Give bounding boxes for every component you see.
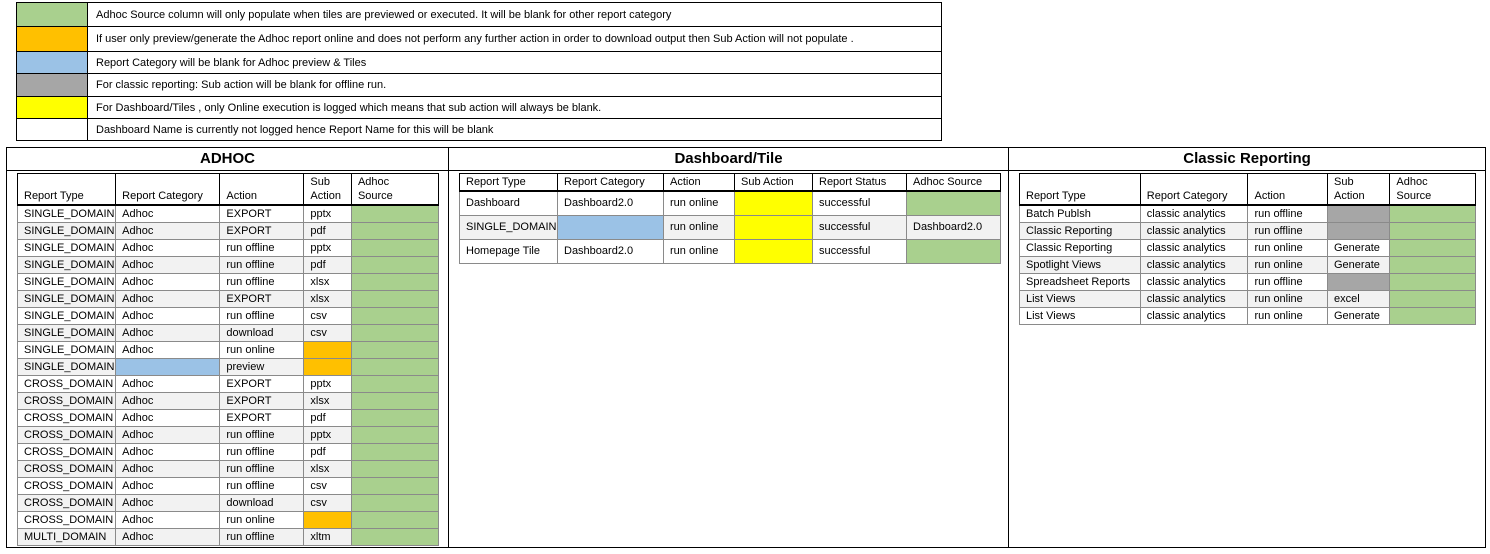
adhoc-cell: Adhoc [116, 461, 220, 478]
adhoc-cell: EXPORT [220, 393, 304, 410]
adhoc-cell [351, 478, 438, 495]
dashboard-cell: successful [813, 191, 907, 216]
adhoc-cell [351, 359, 438, 376]
classic-cell: Generate [1328, 308, 1390, 325]
classic-cell: Batch Publsh [1020, 205, 1141, 223]
classic-table-row [1020, 223, 1476, 240]
adhoc-cell: Adhoc [116, 444, 220, 461]
adhoc-cell: download [220, 325, 304, 342]
adhoc-cell: run offline [220, 478, 304, 495]
adhoc-cell: SINGLE_DOMAIN [18, 205, 116, 223]
adhoc-cell: Adhoc [116, 274, 220, 291]
adhoc-cell: csv [304, 325, 352, 342]
adhoc-cell: run offline [220, 257, 304, 274]
adhoc-cell: SINGLE_DOMAIN [18, 223, 116, 240]
dashboard-table-row [460, 216, 1001, 240]
adhoc-table-row [18, 291, 439, 308]
adhoc-cell [116, 359, 220, 376]
adhoc-cell [304, 512, 352, 529]
dashboard-cell [735, 191, 813, 216]
classic-cell: classic analytics [1140, 240, 1248, 257]
classic-cell: Classic Reporting [1020, 240, 1141, 257]
classic-column-header: Adhoc Source [1390, 174, 1476, 206]
adhoc-cell: run offline [220, 529, 304, 546]
adhoc-table-row [18, 478, 439, 495]
adhoc-table-row [18, 427, 439, 444]
adhoc-cell: MULTI_DOMAIN [18, 529, 116, 546]
adhoc-cell: CROSS_DOMAIN [18, 444, 116, 461]
adhoc-cell [351, 376, 438, 393]
adhoc-cell: xlsx [304, 291, 352, 308]
legend-color-swatch [17, 27, 88, 52]
classic-table-row [1020, 257, 1476, 274]
adhoc-body [18, 205, 439, 546]
legend-color-swatch [17, 119, 88, 141]
classic-table-row [1020, 205, 1476, 223]
classic-cell [1390, 308, 1476, 325]
classic-cell [1328, 274, 1390, 291]
adhoc-cell [351, 325, 438, 342]
adhoc-cell: pdf [304, 444, 352, 461]
adhoc-cell: Adhoc [116, 529, 220, 546]
dashboard-column-header: Report Status [813, 174, 907, 192]
dashboard-cell: Dashboard2.0 [558, 240, 664, 264]
adhoc-cell: csv [304, 478, 352, 495]
adhoc-cell [351, 393, 438, 410]
classic-column-header: Report Category [1140, 174, 1248, 206]
adhoc-cell [351, 495, 438, 512]
adhoc-cell: SINGLE_DOMAIN [18, 342, 116, 359]
dashboard-cell: Homepage Tile [460, 240, 558, 264]
adhoc-cell: EXPORT [220, 223, 304, 240]
adhoc-cell: csv [304, 495, 352, 512]
classic-cell: run online [1248, 291, 1328, 308]
classic-table-row [1020, 240, 1476, 257]
adhoc-cell: CROSS_DOMAIN [18, 461, 116, 478]
dashboard-cell: run online [664, 216, 735, 240]
classic-column-header: Sub Action [1328, 174, 1390, 206]
dashboard-table-row [460, 240, 1001, 264]
classic-section-title: Classic Reporting [1009, 147, 1485, 171]
classic-cell: Classic Reporting [1020, 223, 1141, 240]
dashboard-cell [558, 216, 664, 240]
classic-table [1019, 173, 1476, 325]
adhoc-table-row [18, 461, 439, 478]
adhoc-cell [351, 410, 438, 427]
dashboard-cell: run online [664, 191, 735, 216]
adhoc-table-row [18, 529, 439, 546]
dashboard-header-row [460, 174, 1001, 192]
adhoc-cell: run offline [220, 461, 304, 478]
dashboard-cell [907, 240, 1001, 264]
adhoc-cell: run offline [220, 444, 304, 461]
adhoc-cell: pdf [304, 223, 352, 240]
legend-color-swatch [17, 74, 88, 97]
adhoc-cell: pdf [304, 257, 352, 274]
adhoc-cell: pptx [304, 427, 352, 444]
adhoc-cell: Adhoc [116, 376, 220, 393]
legend-color-swatch [17, 3, 88, 27]
classic-cell: List Views [1020, 308, 1141, 325]
adhoc-cell [351, 205, 438, 223]
classic-cell: Spotlight Views [1020, 257, 1141, 274]
legend-color-swatch [17, 52, 88, 74]
classic-cell [1390, 274, 1476, 291]
dashboard-cell: successful [813, 216, 907, 240]
legend-text: Report Category will be blank for Adhoc preview & Tiles [88, 52, 942, 74]
classic-cell [1328, 223, 1390, 240]
adhoc-cell [351, 512, 438, 529]
dashboard-column-header: Report Type [460, 174, 558, 192]
adhoc-table-row [18, 410, 439, 427]
classic-cell: run online [1248, 240, 1328, 257]
adhoc-cell: CROSS_DOMAIN [18, 427, 116, 444]
classic-cell [1390, 205, 1476, 223]
classic-cell: Generate [1328, 240, 1390, 257]
adhoc-cell [351, 461, 438, 478]
classic-cell [1390, 291, 1476, 308]
adhoc-cell [351, 257, 438, 274]
classic-cell: classic analytics [1140, 257, 1248, 274]
dashboard-column-header: Adhoc Source [907, 174, 1001, 192]
adhoc-cell: preview [220, 359, 304, 376]
adhoc-column-header: Sub Action [304, 174, 352, 206]
classic-body [1020, 205, 1476, 325]
legend-body [17, 3, 942, 141]
adhoc-cell: Adhoc [116, 223, 220, 240]
dashboard-cell: run online [664, 240, 735, 264]
adhoc-cell: Adhoc [116, 205, 220, 223]
legend-row [17, 3, 942, 27]
classic-cell [1328, 205, 1390, 223]
adhoc-table-row [18, 205, 439, 223]
classic-column-header: Report Type [1020, 174, 1141, 206]
dashboard-column-header: Report Category [558, 174, 664, 192]
adhoc-cell [304, 359, 352, 376]
classic-table-row [1020, 274, 1476, 291]
adhoc-cell: xlsx [304, 393, 352, 410]
dashboard-cell: Dashboard2.0 [907, 216, 1001, 240]
adhoc-cell: Adhoc [116, 410, 220, 427]
adhoc-section-title: ADHOC [7, 147, 448, 171]
adhoc-cell [351, 427, 438, 444]
dashboard-body [460, 191, 1001, 264]
classic-cell: classic analytics [1140, 205, 1248, 223]
classic-cell: run online [1248, 257, 1328, 274]
adhoc-cell: xlsx [304, 274, 352, 291]
adhoc-header-row [18, 174, 439, 206]
classic-cell: classic analytics [1140, 223, 1248, 240]
adhoc-cell: pptx [304, 376, 352, 393]
adhoc-cell [351, 291, 438, 308]
adhoc-column-header: Report Type [18, 174, 116, 206]
adhoc-column-header: Report Category [116, 174, 220, 206]
adhoc-cell: Adhoc [116, 427, 220, 444]
legend-row [17, 27, 942, 52]
adhoc-table-row [18, 512, 439, 529]
adhoc-table-row [18, 376, 439, 393]
adhoc-cell: SINGLE_DOMAIN [18, 359, 116, 376]
legend-row [17, 119, 942, 141]
adhoc-cell: Adhoc [116, 325, 220, 342]
dashboard-column-header: Action [664, 174, 735, 192]
dashboard-cell: successful [813, 240, 907, 264]
adhoc-cell: SINGLE_DOMAIN [18, 291, 116, 308]
adhoc-cell [351, 444, 438, 461]
dashboard-cell [907, 191, 1001, 216]
adhoc-cell: SINGLE_DOMAIN [18, 240, 116, 257]
adhoc-cell: EXPORT [220, 205, 304, 223]
classic-cell: classic analytics [1140, 274, 1248, 291]
adhoc-cell: run offline [220, 308, 304, 325]
adhoc-cell [351, 308, 438, 325]
adhoc-cell: run offline [220, 240, 304, 257]
dashboard-table [459, 173, 1001, 264]
legend-row [17, 97, 942, 119]
adhoc-cell: Adhoc [116, 240, 220, 257]
dashboard-table-row [460, 191, 1001, 216]
adhoc-table-row [18, 308, 439, 325]
classic-column-header: Action [1248, 174, 1328, 206]
adhoc-cell: EXPORT [220, 410, 304, 427]
legend-row [17, 74, 942, 97]
classic-cell: Generate [1328, 257, 1390, 274]
adhoc-table-row [18, 223, 439, 240]
adhoc-table-row [18, 240, 439, 257]
adhoc-cell [304, 342, 352, 359]
adhoc-table-row [18, 325, 439, 342]
classic-cell: excel [1328, 291, 1390, 308]
legend-text: If user only preview/generate the Adhoc report online and does not perform any further action in order to download output then Sub Action will not populate . [88, 27, 942, 52]
adhoc-column-header: Adhoc Source [351, 174, 438, 206]
classic-table-row [1020, 308, 1476, 325]
adhoc-cell: SINGLE_DOMAIN [18, 257, 116, 274]
classic-cell: classic analytics [1140, 291, 1248, 308]
adhoc-cell: Adhoc [116, 257, 220, 274]
adhoc-cell: CROSS_DOMAIN [18, 376, 116, 393]
adhoc-cell: Adhoc [116, 308, 220, 325]
classic-table-row [1020, 291, 1476, 308]
adhoc-table-row [18, 342, 439, 359]
legend-table [16, 2, 942, 141]
legend-text: Dashboard Name is currently not logged hence Report Name for this will be blank [88, 119, 942, 141]
adhoc-cell: CROSS_DOMAIN [18, 393, 116, 410]
dashboard-cell [735, 240, 813, 264]
adhoc-table-row [18, 393, 439, 410]
adhoc-cell: CROSS_DOMAIN [18, 478, 116, 495]
adhoc-cell: Adhoc [116, 512, 220, 529]
adhoc-cell: xlsx [304, 461, 352, 478]
adhoc-cell [351, 274, 438, 291]
adhoc-cell: Adhoc [116, 393, 220, 410]
section-divider [1008, 147, 1009, 548]
adhoc-cell: csv [304, 308, 352, 325]
adhoc-table-row [18, 257, 439, 274]
adhoc-cell: run offline [220, 427, 304, 444]
classic-cell [1390, 240, 1476, 257]
classic-cell: classic analytics [1140, 308, 1248, 325]
adhoc-cell: download [220, 495, 304, 512]
adhoc-cell: Adhoc [116, 342, 220, 359]
classic-cell [1390, 257, 1476, 274]
adhoc-cell: run online [220, 342, 304, 359]
adhoc-cell: SINGLE_DOMAIN [18, 308, 116, 325]
adhoc-cell: EXPORT [220, 291, 304, 308]
legend-text: Adhoc Source column will only populate when tiles are previewed or executed. It will be blank for other report category [88, 3, 942, 27]
classic-cell: Spreadsheet Reports [1020, 274, 1141, 291]
adhoc-cell: pdf [304, 410, 352, 427]
adhoc-cell: pptx [304, 205, 352, 223]
adhoc-cell: SINGLE_DOMAIN [18, 325, 116, 342]
classic-cell: List Views [1020, 291, 1141, 308]
classic-cell: run offline [1248, 205, 1328, 223]
adhoc-cell: Adhoc [116, 478, 220, 495]
adhoc-cell: run online [220, 512, 304, 529]
dashboard-column-header: Sub Action [735, 174, 813, 192]
adhoc-cell: EXPORT [220, 376, 304, 393]
adhoc-cell: CROSS_DOMAIN [18, 512, 116, 529]
adhoc-table-row [18, 359, 439, 376]
classic-cell: run online [1248, 308, 1328, 325]
dashboard-cell [735, 216, 813, 240]
dashboard-section-title: Dashboard/Tile [449, 147, 1008, 171]
adhoc-cell [351, 240, 438, 257]
dashboard-cell: Dashboard [460, 191, 558, 216]
dashboard-cell: SINGLE_DOMAIN [460, 216, 558, 240]
adhoc-table-row [18, 444, 439, 461]
legend-color-swatch [17, 97, 88, 119]
adhoc-cell [351, 342, 438, 359]
adhoc-cell: SINGLE_DOMAIN [18, 274, 116, 291]
adhoc-cell [351, 529, 438, 546]
classic-header-row [1020, 174, 1476, 206]
adhoc-table [17, 173, 439, 546]
classic-cell: run offline [1248, 274, 1328, 291]
adhoc-cell: CROSS_DOMAIN [18, 495, 116, 512]
adhoc-table-row [18, 274, 439, 291]
adhoc-cell: CROSS_DOMAIN [18, 410, 116, 427]
classic-cell [1390, 223, 1476, 240]
adhoc-cell: run offline [220, 274, 304, 291]
section-divider [448, 147, 449, 548]
adhoc-cell: pptx [304, 240, 352, 257]
legend-text: For Dashboard/Tiles , only Online execution is logged which means that sub action will always be blank. [88, 97, 942, 119]
adhoc-column-header: Action [220, 174, 304, 206]
adhoc-cell [351, 223, 438, 240]
dashboard-cell: Dashboard2.0 [558, 191, 664, 216]
adhoc-cell: xltm [304, 529, 352, 546]
adhoc-cell: Adhoc [116, 291, 220, 308]
adhoc-table-row [18, 495, 439, 512]
classic-cell: run offline [1248, 223, 1328, 240]
legend-row [17, 52, 942, 74]
legend-text: For classic reporting: Sub action will be blank for offline run. [88, 74, 942, 97]
adhoc-cell: Adhoc [116, 495, 220, 512]
